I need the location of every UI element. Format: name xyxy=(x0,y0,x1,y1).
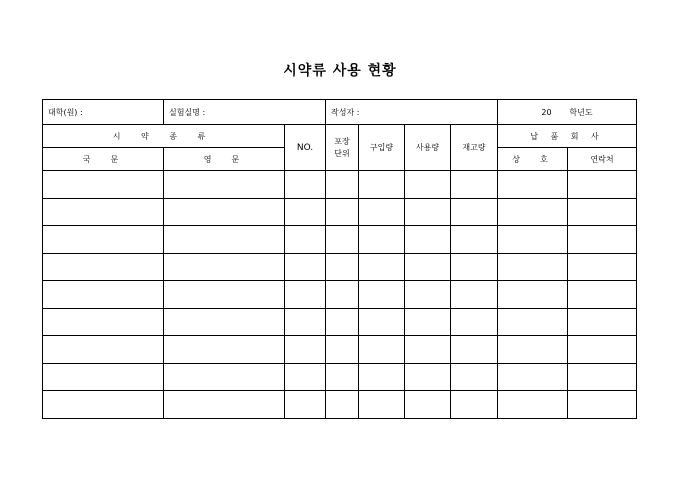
reagent-type-header xyxy=(43,125,285,148)
package-unit-label-1: 포장 xyxy=(334,136,350,146)
package-unit-cell[interactable] xyxy=(326,171,359,199)
stock-qty-cell[interactable] xyxy=(451,226,498,254)
purchase-qty-cell[interactable] xyxy=(359,308,405,336)
company-name-cell[interactable] xyxy=(498,171,568,199)
stock-qty-cell[interactable] xyxy=(451,253,498,281)
korean-name-label: 국 문 xyxy=(82,154,124,164)
package-unit-cell[interactable] xyxy=(326,391,359,419)
english-name-cell[interactable] xyxy=(164,363,285,391)
company-name-cell[interactable] xyxy=(498,363,568,391)
package-unit-cell[interactable] xyxy=(326,253,359,281)
korean-name-cell[interactable] xyxy=(43,171,164,199)
university-field[interactable]: 대학(원) : xyxy=(43,100,164,125)
stock-qty-cell[interactable] xyxy=(451,171,498,199)
purchase-qty-cell[interactable] xyxy=(359,336,405,364)
stock-qty-cell[interactable] xyxy=(451,198,498,226)
table-row xyxy=(43,253,637,281)
no-cell[interactable] xyxy=(285,336,326,364)
stock-qty-cell[interactable] xyxy=(451,308,498,336)
korean-name-cell[interactable] xyxy=(43,226,164,254)
purchase-qty-cell[interactable] xyxy=(359,281,405,309)
supplier-label: 납 품 회 사 xyxy=(530,131,604,141)
table-row xyxy=(43,226,637,254)
table-row xyxy=(43,391,637,419)
contact-cell[interactable] xyxy=(568,308,637,336)
lab-name-field[interactable]: 실험실명 : xyxy=(164,100,326,125)
table-row xyxy=(43,171,637,199)
no-cell[interactable] xyxy=(285,198,326,226)
purchase-qty-cell[interactable] xyxy=(359,226,405,254)
english-name-label: 영 문 xyxy=(203,154,245,164)
package-unit-cell[interactable] xyxy=(326,308,359,336)
usage-qty-cell[interactable] xyxy=(405,171,451,199)
usage-qty-cell[interactable] xyxy=(405,336,451,364)
stock-qty-cell[interactable] xyxy=(451,281,498,309)
usage-qty-cell[interactable] xyxy=(405,363,451,391)
reagent-type-label: 시 약 종 류 xyxy=(112,131,215,141)
stock-qty-header: 재고량 xyxy=(451,125,498,171)
english-name-cell[interactable] xyxy=(164,281,285,309)
table-row xyxy=(43,198,637,226)
academic-year-label: 20 학년도 xyxy=(541,107,593,117)
company-name-header xyxy=(498,148,568,171)
table-row xyxy=(43,363,637,391)
package-unit-header xyxy=(326,125,359,171)
purchase-qty-header: 구입량 xyxy=(359,125,405,171)
academic-year-field[interactable] xyxy=(498,100,637,125)
english-name-cell[interactable] xyxy=(164,336,285,364)
purchase-qty-cell[interactable] xyxy=(359,171,405,199)
english-name-cell[interactable] xyxy=(164,198,285,226)
no-cell[interactable] xyxy=(285,226,326,254)
package-unit-cell[interactable] xyxy=(326,198,359,226)
stock-qty-cell[interactable] xyxy=(451,363,498,391)
usage-qty-header: 사용량 xyxy=(405,125,451,171)
contact-cell[interactable] xyxy=(568,336,637,364)
no-cell[interactable] xyxy=(285,391,326,419)
korean-name-cell[interactable] xyxy=(43,391,164,419)
no-header xyxy=(285,125,326,171)
korean-name-cell[interactable] xyxy=(43,253,164,281)
stock-qty-cell[interactable] xyxy=(451,391,498,419)
package-unit-label-2: 단위 xyxy=(334,148,350,158)
company-name-cell[interactable] xyxy=(498,281,568,309)
table-row xyxy=(43,281,637,309)
no-label: NO. xyxy=(296,142,314,153)
package-unit-cell[interactable] xyxy=(326,363,359,391)
english-name-header xyxy=(164,148,285,171)
company-name-cell[interactable] xyxy=(498,253,568,281)
stock-qty-cell[interactable] xyxy=(451,336,498,364)
table-row xyxy=(43,336,637,364)
english-name-cell[interactable] xyxy=(164,391,285,419)
no-cell[interactable] xyxy=(285,308,326,336)
table-row xyxy=(43,308,637,336)
korean-name-cell[interactable] xyxy=(43,198,164,226)
purchase-qty-cell[interactable] xyxy=(359,363,405,391)
author-field[interactable]: 작성자 : xyxy=(326,100,498,125)
korean-name-cell[interactable] xyxy=(43,308,164,336)
contact-cell[interactable] xyxy=(568,281,637,309)
document-title: 시약류 사용 현황 xyxy=(283,63,397,79)
english-name-cell[interactable] xyxy=(164,226,285,254)
english-name-cell[interactable] xyxy=(164,253,285,281)
reagent-usage-table xyxy=(42,99,637,419)
no-cell[interactable] xyxy=(285,171,326,199)
korean-name-cell[interactable] xyxy=(43,363,164,391)
contact-header: 연락처 xyxy=(568,148,637,171)
usage-qty-cell[interactable] xyxy=(405,281,451,309)
usage-qty-cell[interactable] xyxy=(405,308,451,336)
package-unit-cell[interactable] xyxy=(326,226,359,254)
korean-name-cell[interactable] xyxy=(43,281,164,309)
korean-name-cell[interactable] xyxy=(43,336,164,364)
usage-qty-cell[interactable] xyxy=(405,391,451,419)
usage-qty-cell[interactable] xyxy=(405,198,451,226)
company-name-cell[interactable] xyxy=(498,198,568,226)
data-rows xyxy=(43,171,637,419)
package-unit-cell[interactable] xyxy=(326,336,359,364)
supplier-header xyxy=(498,125,637,148)
contact-cell[interactable] xyxy=(568,253,637,281)
purchase-qty-cell[interactable] xyxy=(359,198,405,226)
contact-cell[interactable] xyxy=(568,171,637,199)
company-name-cell[interactable] xyxy=(498,226,568,254)
package-unit-cell[interactable] xyxy=(326,281,359,309)
contact-cell[interactable] xyxy=(568,363,637,391)
contact-cell[interactable] xyxy=(568,391,637,419)
company-name-label: 상 호 xyxy=(512,154,553,164)
no-cell[interactable] xyxy=(285,253,326,281)
english-name-cell[interactable] xyxy=(164,171,285,199)
no-cell[interactable] xyxy=(285,363,326,391)
company-name-cell[interactable] xyxy=(498,336,568,364)
contact-cell[interactable] xyxy=(568,198,637,226)
korean-name-header xyxy=(43,148,164,171)
company-name-cell[interactable] xyxy=(498,391,568,419)
usage-qty-cell[interactable] xyxy=(405,253,451,281)
purchase-qty-cell[interactable] xyxy=(359,391,405,419)
purchase-qty-cell[interactable] xyxy=(359,253,405,281)
english-name-cell[interactable] xyxy=(164,308,285,336)
usage-qty-cell[interactable] xyxy=(405,226,451,254)
contact-cell[interactable] xyxy=(568,226,637,254)
company-name-cell[interactable] xyxy=(498,308,568,336)
no-cell[interactable] xyxy=(285,281,326,309)
